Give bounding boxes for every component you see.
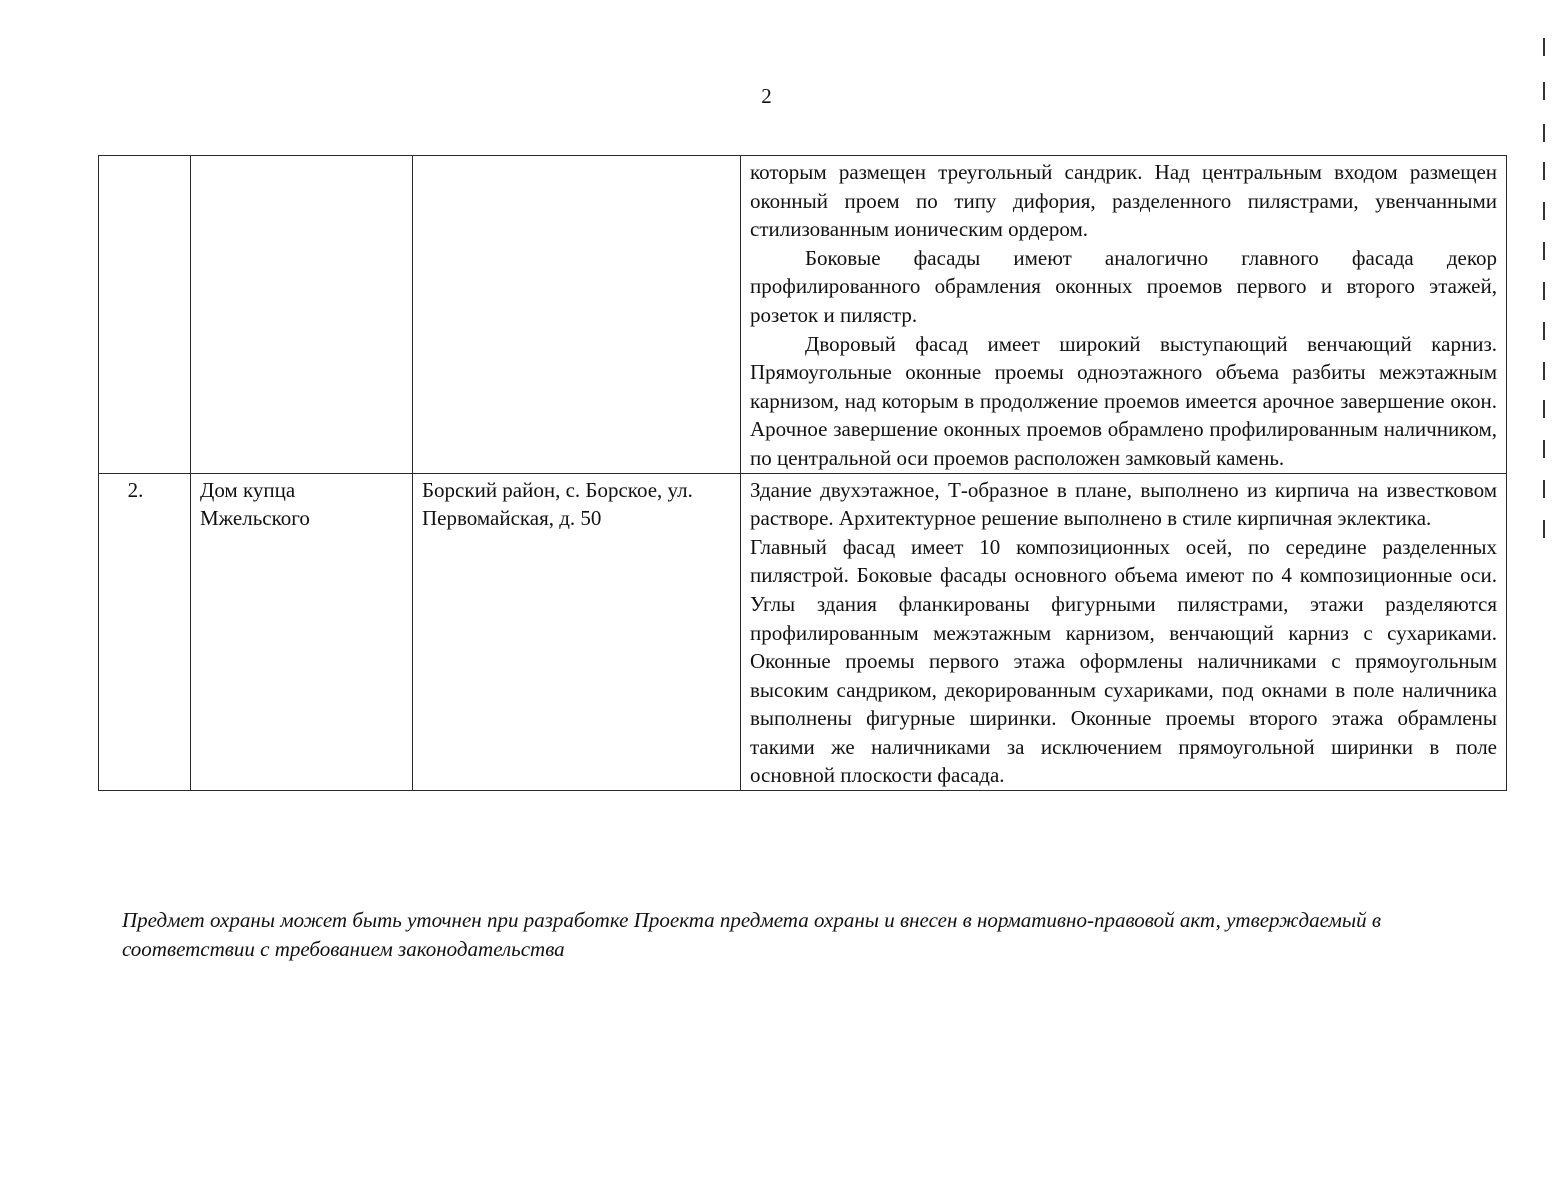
page-number: 2 — [761, 84, 772, 108]
scan-edge-mark — [1543, 480, 1545, 498]
scan-edge-mark — [1543, 82, 1545, 100]
table-row — [99, 473, 1507, 791]
footer-note: Предмет охраны может быть уточнен при разработке Проекта предмета охраны и внесен в нормативно-правовой акт, утверждаемый в соответствии с требованием законодательства — [122, 908, 1381, 961]
description-paragraph: Главный фасад имеет 10 композиционных осей, по середине разделенных пилястрой. Боковые фасады основного объема имеют по 4 композиционные оси. Углы здания фланкированы фигурными пилястрами, этажи разделяются профилированным межэтажным карнизом, венчающий карниз с сухариками. Оконные проемы первого этажа оформлены наличниками с прямоугольным высоким сандриком, декорированным сухариками, под окнами в поле наличника выполнены фигурные ширинки. Оконные проемы второго этажа обрамлены такими же наличниками за исключением прямоугольной ширинки в поле основной плоскости фасада. — [750, 534, 1497, 788]
address-cell: Борский район, с. Борское, ул. Первомайская, д. 50 — [413, 473, 741, 791]
scan-edge-mark — [1543, 202, 1545, 220]
scan-edge-mark — [1543, 242, 1545, 260]
scan-edge-mark — [1543, 38, 1545, 56]
scan-edge-mark — [1543, 400, 1545, 418]
description-cell — [741, 473, 1507, 791]
description-cell — [741, 156, 1507, 474]
table-row — [99, 156, 1507, 474]
scan-edge-marks — [1539, 0, 1553, 1200]
description-paragraph: которым размещен треугольный сандрик. Над центральным входом размещен оконный проем по типу дифория, разделенного пилястрами, увенчанными стилизованным ионическим ордером. — [750, 160, 1497, 242]
row-number-cell: 2. — [99, 473, 191, 791]
heritage-objects-table — [98, 155, 1507, 791]
description-paragraph: Дворовый фасад имеет широкий выступающий венчающий карниз. Прямоугольные оконные проемы одноэтажного объема разбиты межэтажным карнизом, над которым в продолжение проемов имеется арочное завершение окон. Арочное завершение оконных проемов обрамлено профилированным наличником, по центральной оси проемов расположен замковый камень. — [750, 331, 1497, 470]
row-number-cell — [99, 156, 191, 474]
scan-edge-mark — [1543, 162, 1545, 180]
description-paragraph: Здание двухэтажное, Т-образное в плане, выполнено из кирпича на известковом растворе. Архитектурное решение выполнено в стиле кирпичная эклектика. — [750, 477, 1497, 531]
scan-edge-mark — [1543, 322, 1545, 340]
object-name-cell: Дом купца Мжельского — [191, 473, 413, 791]
scan-edge-mark — [1543, 124, 1545, 142]
address-cell — [413, 156, 741, 474]
scan-edge-mark — [1543, 282, 1545, 300]
object-name-cell — [191, 156, 413, 474]
scan-edge-mark — [1543, 520, 1545, 538]
scan-edge-mark — [1543, 440, 1545, 458]
scan-edge-mark — [1543, 362, 1545, 380]
description-paragraph: Боковые фасады имеют аналогично главного фасада декор профилированного обрамления оконных проемов первого и второго этажей, розеток и пилястр. — [750, 245, 1497, 327]
